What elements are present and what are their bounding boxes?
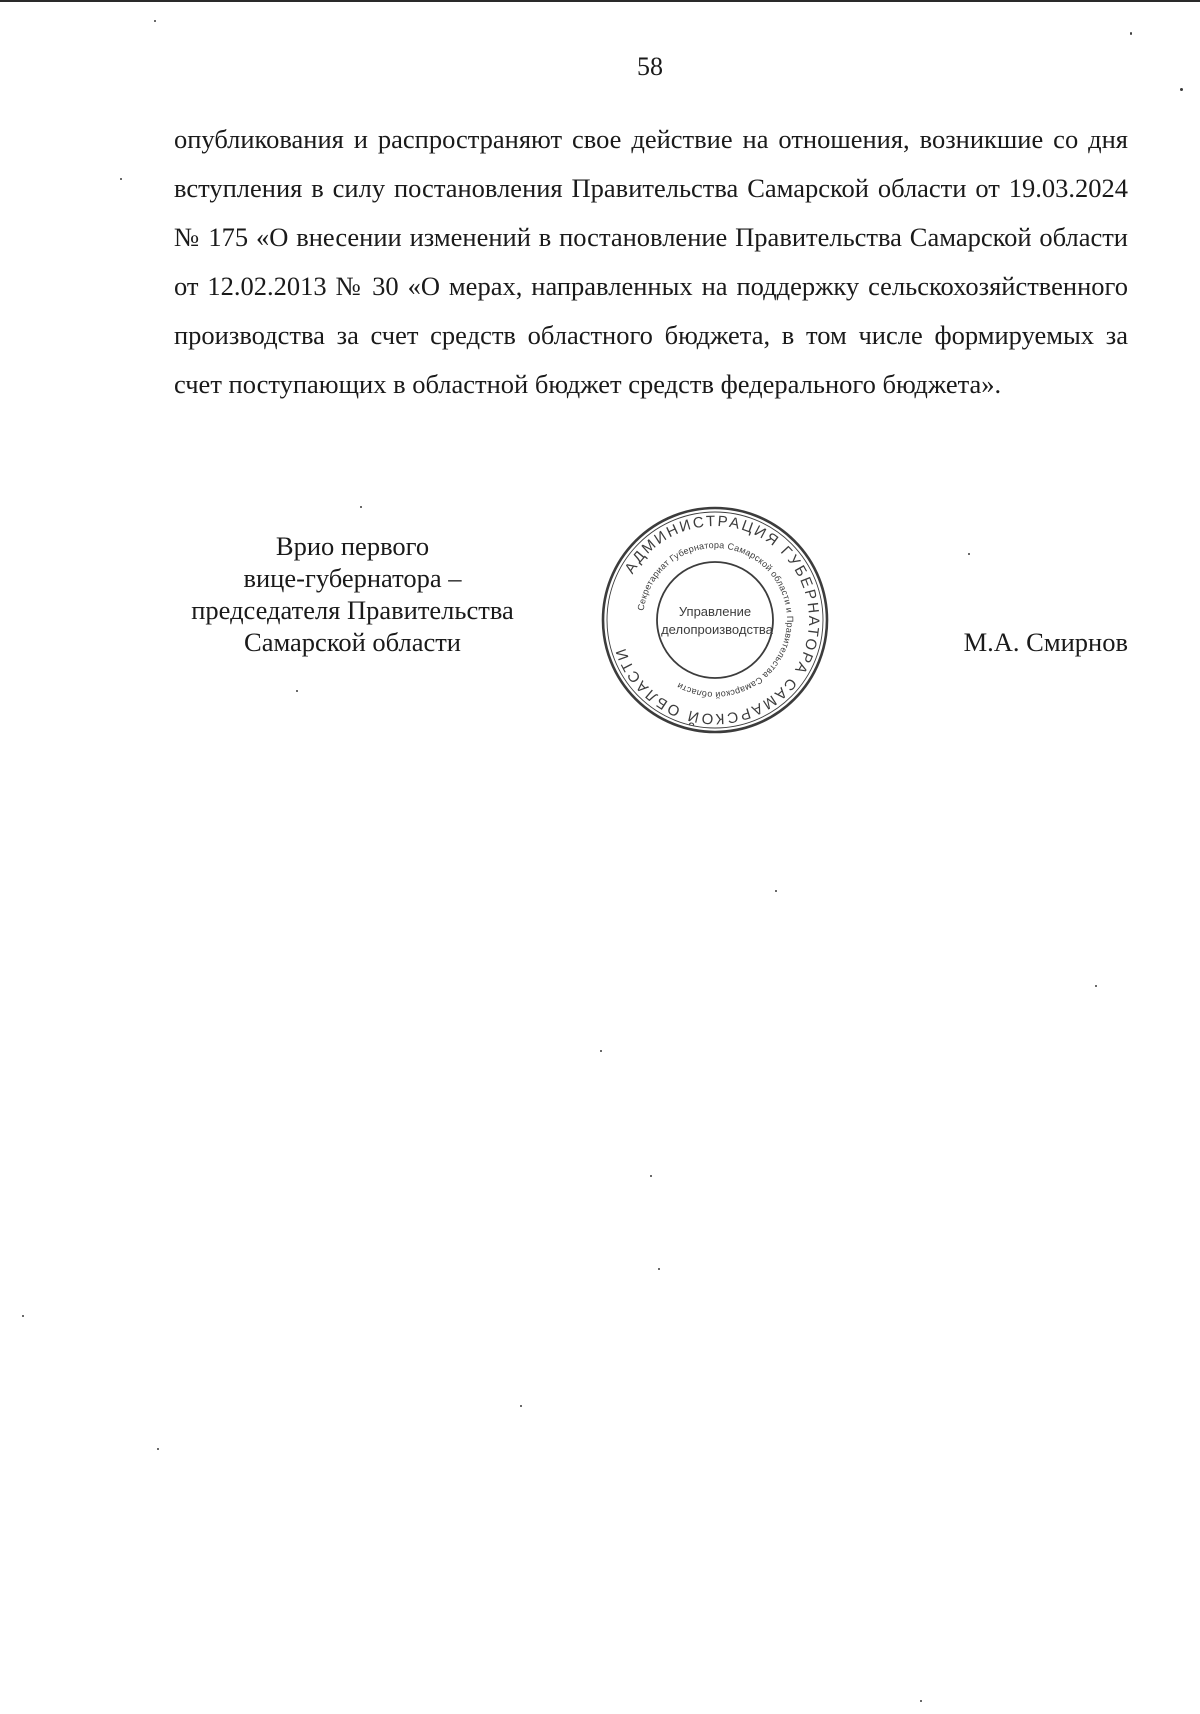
signer-title-line: Самарской области (244, 627, 461, 657)
stamp-inner-textpath: Секретариат Губернатора Самарской области и Правительства Самарской области (635, 539, 796, 701)
scan-speck (1130, 32, 1132, 35)
page-number: 58 (637, 52, 663, 81)
scan-speck (775, 890, 777, 892)
scan-speck (296, 690, 298, 692)
scan-speck (157, 1448, 159, 1450)
scan-speck (520, 1405, 522, 1407)
top-border-line (0, 0, 1200, 2)
signer-title-line: Врио первого (275, 531, 430, 561)
stamp-inner-text (636, 540, 795, 700)
scan-speck (360, 506, 362, 508)
stamp-center-line: Управление (678, 604, 752, 619)
scan-speck (1095, 985, 1097, 987)
scan-speck (920, 1700, 922, 1702)
scan-speck (600, 1050, 602, 1052)
stamp-outer-textpath: АДМИНИСТРАЦИЯ ГУБЕРНАТОРА САМАРСКОЙ ОБЛАСТИ (612, 512, 823, 728)
scan-speck (22, 1315, 24, 1317)
body-paragraph: опубликования и распространяют свое действие на отношения, возникшие со дня вступления в силу постановления Правительства Самарской области от 19.03.2024 № 175 «О внесении изменений в постановление Правительства Самарской области от 12.02.2013 № 30 «О мерах, направленных на поддержку сельскохозяйственного производства за счет средств областного бюджета, в том числе формируемых за счет поступающих в областной бюджет средств федерального бюджета». (174, 124, 1128, 399)
scan-speck (650, 1175, 652, 1177)
signer-name: М.А. Смирнов (963, 627, 1128, 657)
scan-speck (658, 1268, 660, 1270)
signer-title-line: председателя Правительства (191, 595, 514, 625)
signer-title-line: вице-губернатора – (243, 563, 462, 593)
scan-speck (968, 553, 970, 555)
stamp-center-line: делопроизводства (661, 622, 773, 637)
scan-speck (1180, 88, 1183, 91)
scan-speck (120, 178, 122, 180)
signer-title (170, 530, 535, 658)
official-stamp (600, 505, 830, 735)
stamp-inner-ring (657, 562, 773, 678)
scan-speck (154, 20, 156, 22)
